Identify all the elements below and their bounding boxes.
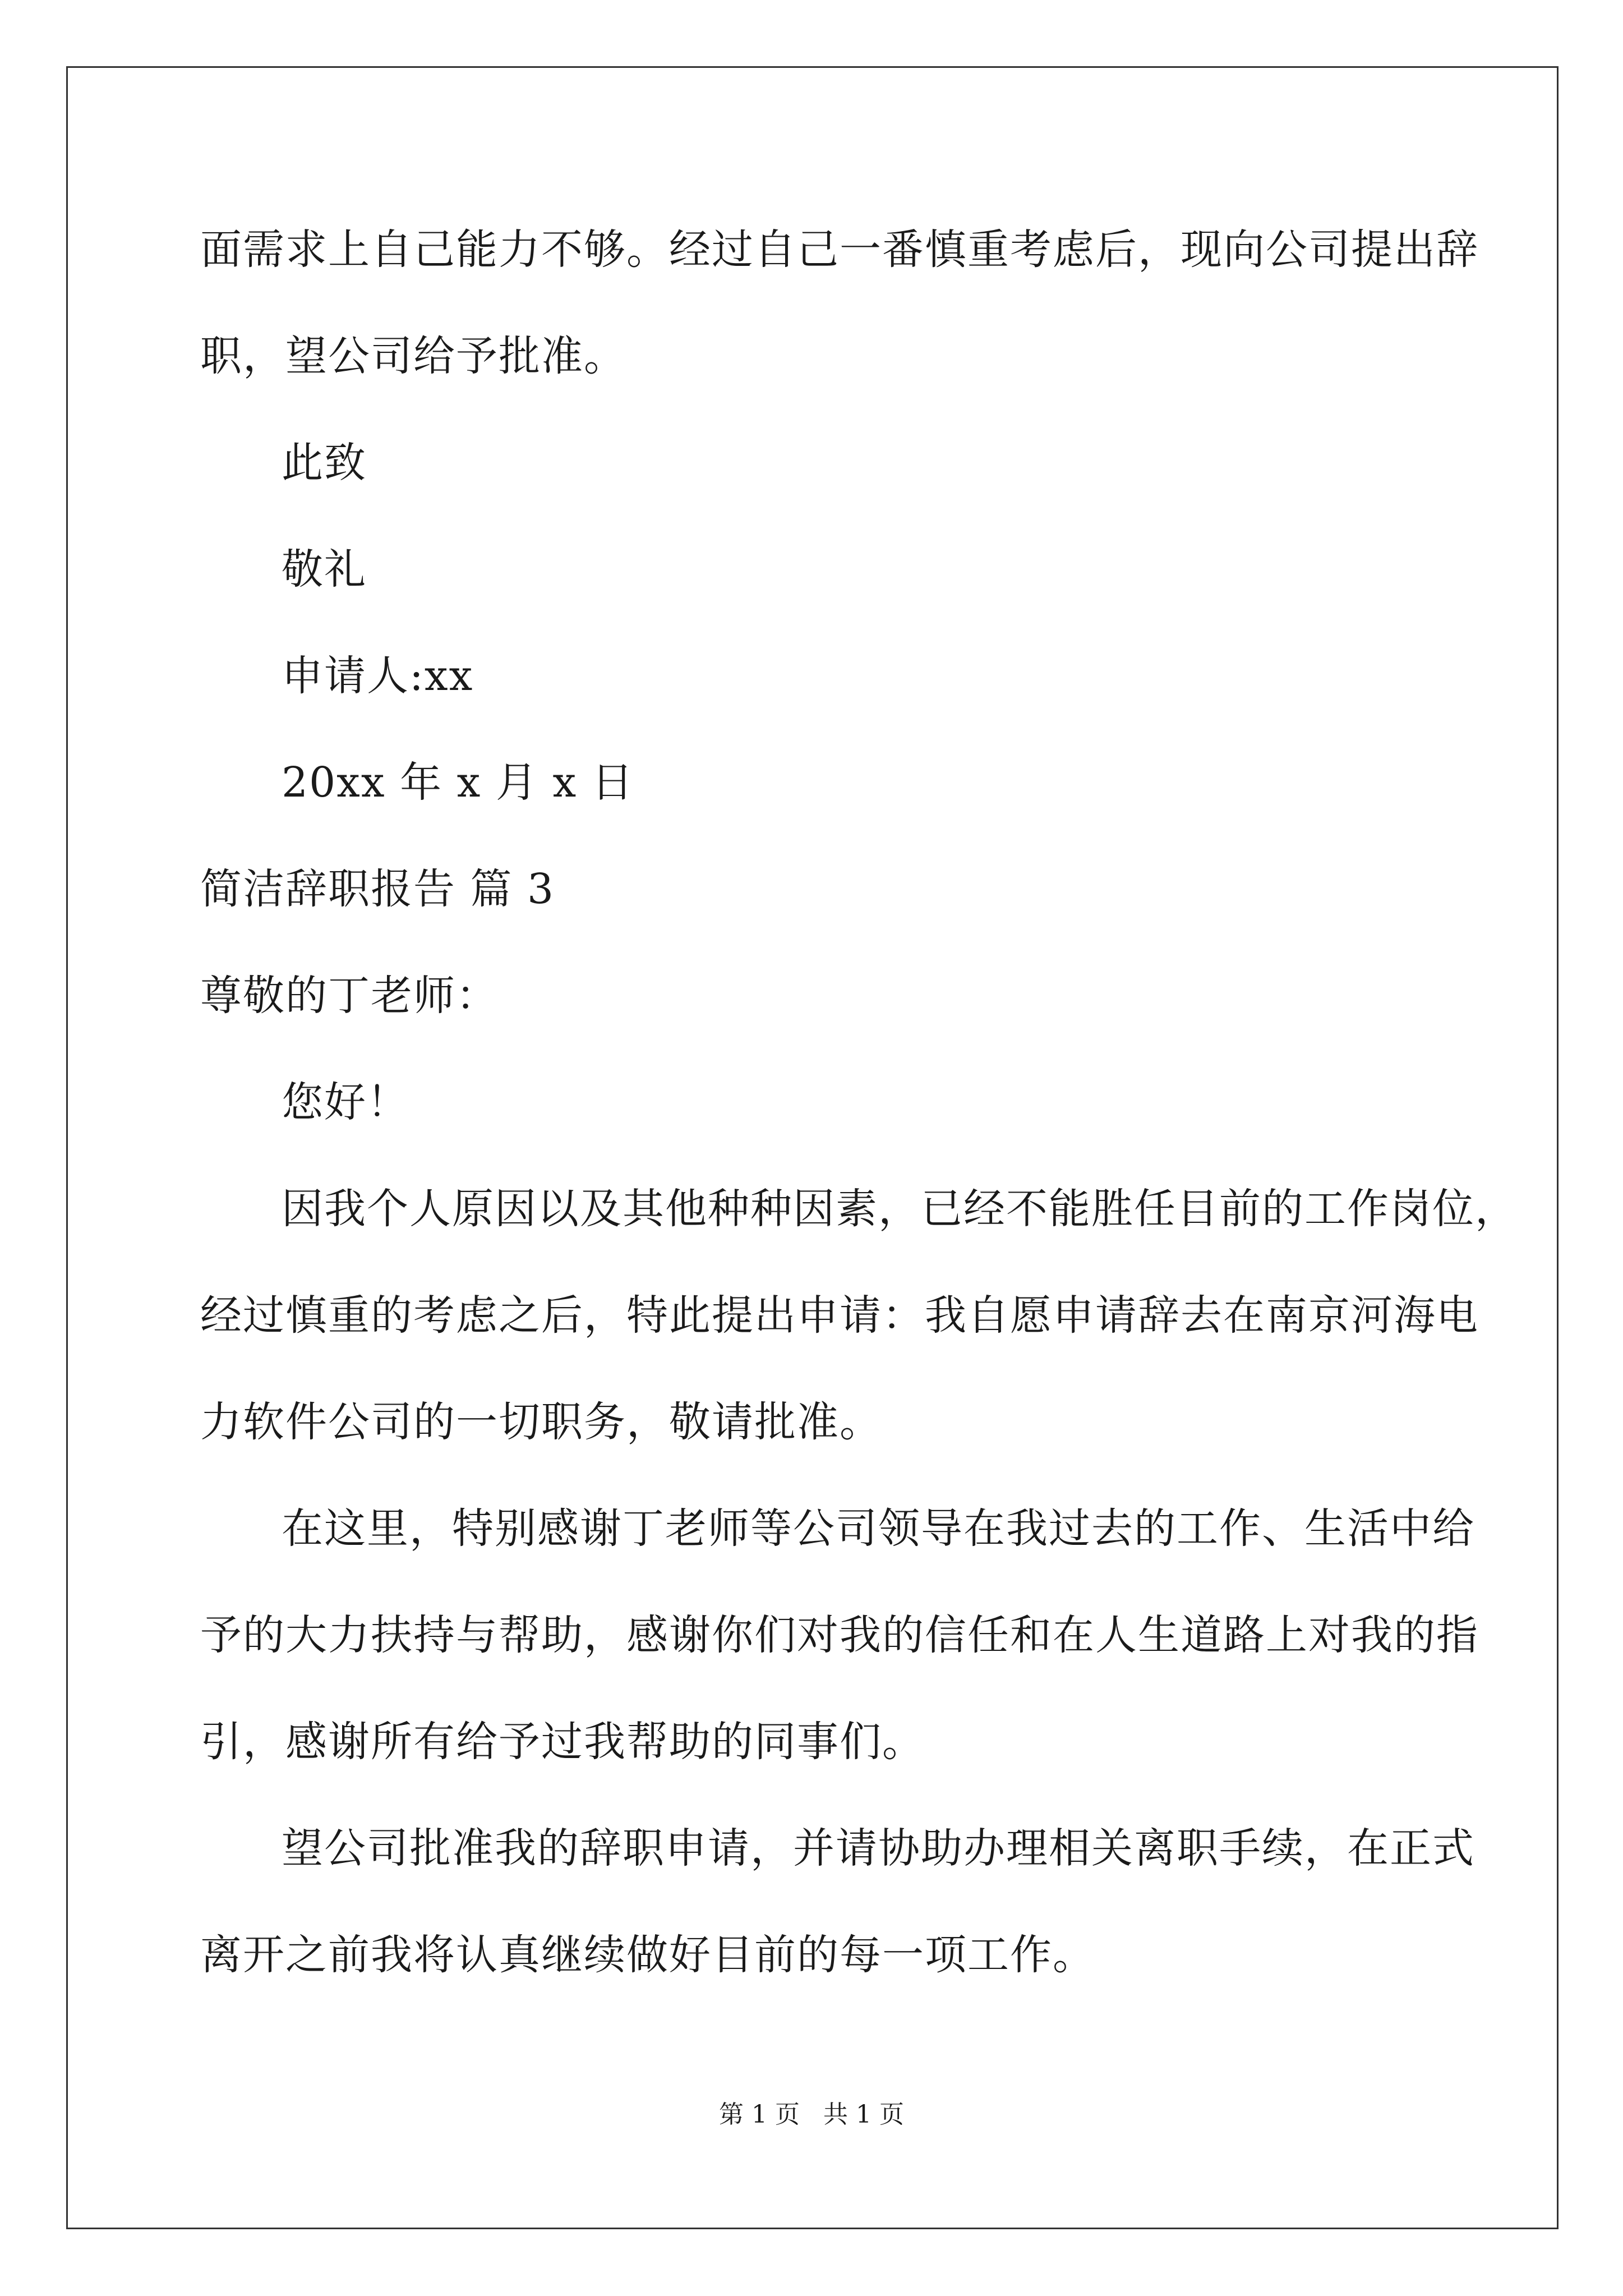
body-line-13: 在这里，特别感谢丁老师等公司领导在我过去的工作、生活中给 — [282, 1504, 1475, 1553]
body-line-14: 予的大力扶持与帮助，感谢你们对我的信任和在人生道路上对我的指 — [200, 1611, 1479, 1659]
hello-line: 您好！ — [282, 1078, 409, 1126]
body-line-12: 力软件公司的一切职务，敬请批准。 — [200, 1398, 882, 1446]
page-number: 第 1 页 — [719, 2100, 800, 2129]
section-heading: 简洁辞职报告 篇 3 — [200, 865, 555, 913]
body-line-16: 望公司批准我的辞职申请，并请协助办理相关离职手续，在正式 — [282, 1824, 1475, 1872]
page-footer — [0, 2099, 1623, 2131]
recipient-greeting: 尊敬的丁老师： — [200, 972, 499, 1020]
body-line-17: 离开之前我将认真继续做好目前的每一项工作。 — [200, 1931, 1095, 1979]
body-line-1: 面需求上自己能力不够。经过自己一番慎重考虑后，现向公司提出辞 — [200, 226, 1479, 274]
body-line-10: 因我个人原因以及其他种种因素，已经不能胜任目前的工作岗位， — [282, 1185, 1518, 1233]
page-frame — [66, 66, 1559, 2229]
body-line-15: 引，感谢所有给予过我帮助的同事们。 — [200, 1718, 925, 1766]
closing-salutation: 此致 — [282, 439, 367, 487]
body-line-2: 职，望公司给予批准。 — [200, 332, 626, 380]
page-total: 共 1 页 — [823, 2100, 904, 2129]
body-line-11: 经过慎重的考虑之后，特此提出申请：我自愿申请辞去在南京河海电 — [200, 1291, 1479, 1340]
letter-date: 20xx 年 x 月 x 日 — [282, 758, 634, 807]
applicant-signature: 申请人:xx — [282, 652, 474, 700]
closing-regards: 敬礼 — [282, 545, 367, 593]
